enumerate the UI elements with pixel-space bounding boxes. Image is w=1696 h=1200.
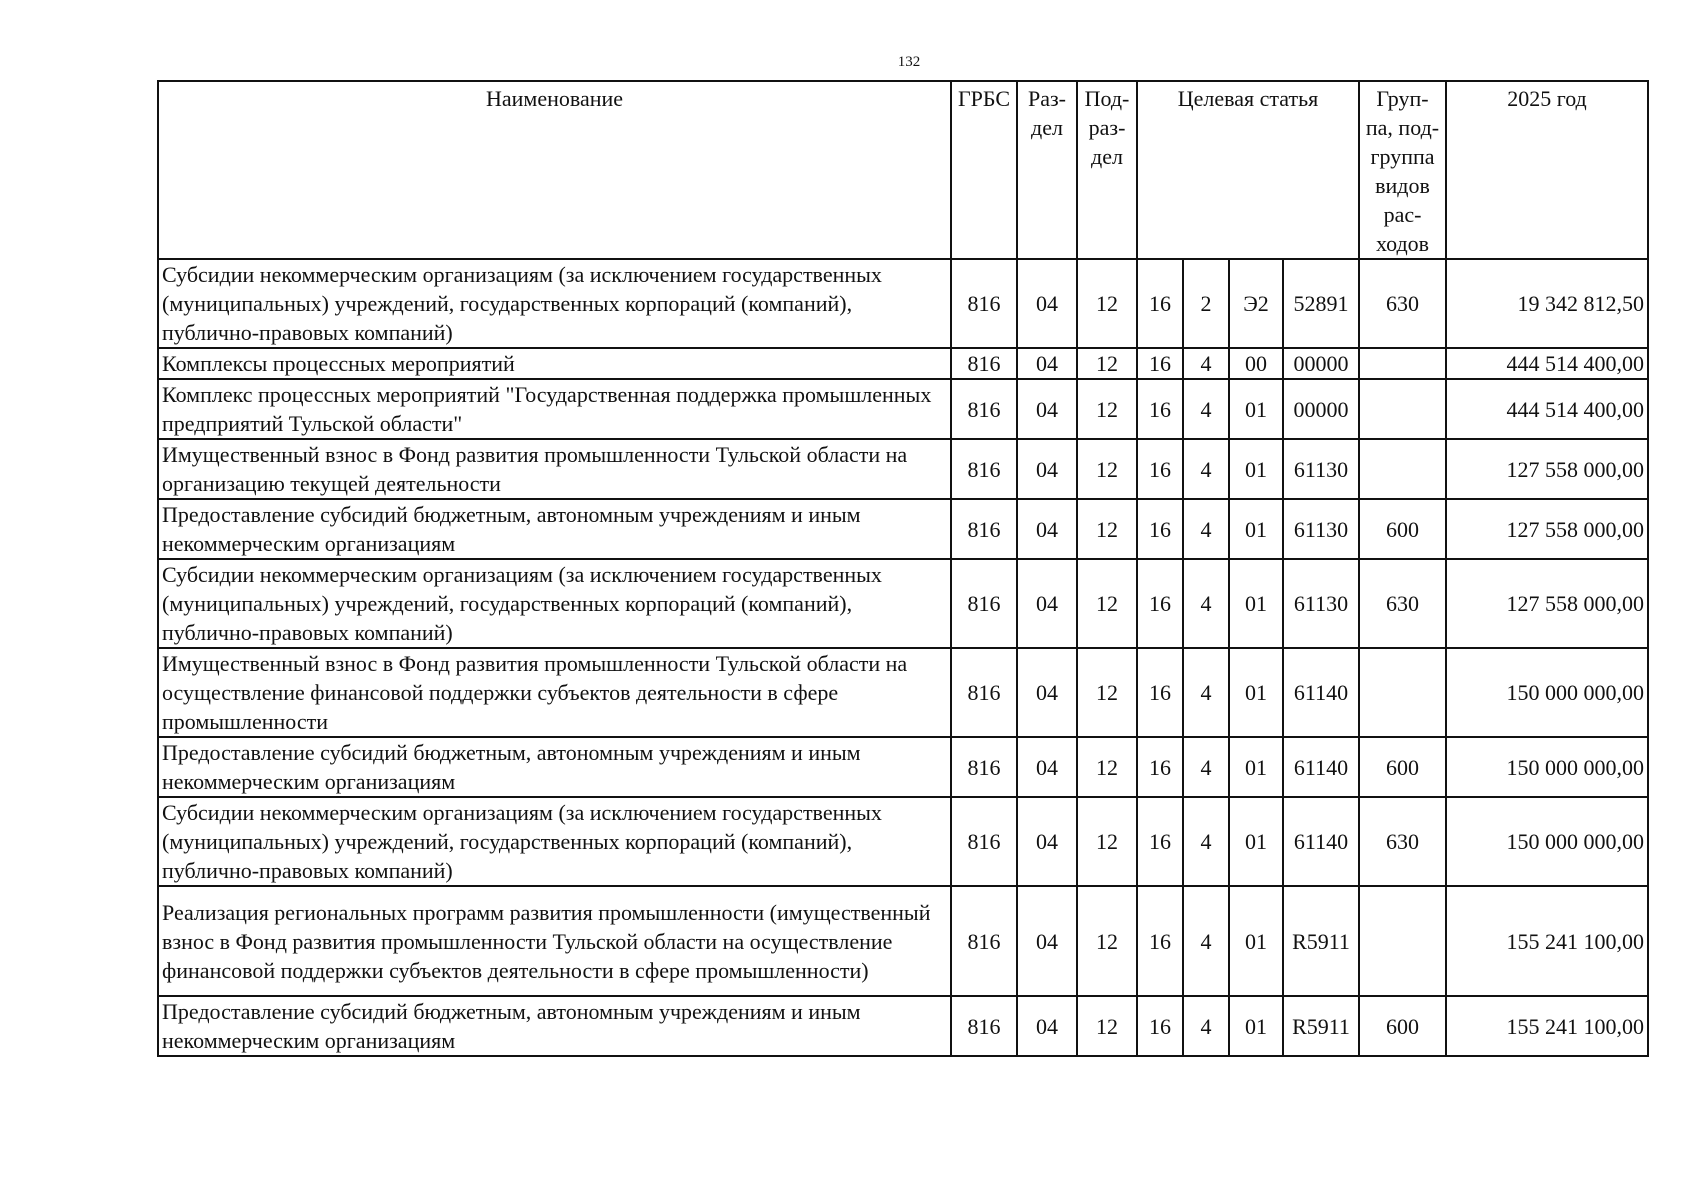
table-row [158, 379, 1648, 439]
cell-target-program: 16 [1137, 996, 1183, 1056]
cell-razdel: 04 [1017, 439, 1077, 499]
header-target-article: Целевая статья [1137, 81, 1359, 259]
cell-target-type: 4 [1183, 886, 1229, 996]
cell-grbs: 816 [951, 886, 1017, 996]
cell-grbs: 816 [951, 648, 1017, 737]
cell-target-type: 4 [1183, 797, 1229, 886]
cell-grbs: 816 [951, 348, 1017, 379]
cell-grbs: 816 [951, 439, 1017, 499]
header-expense-group: Груп- па, под- группа видов рас- ходов [1359, 81, 1446, 259]
cell-name: Субсидии некоммерческим организациям (за исключением государственных (муниципальных) учреждений, государственных корпораций (компаний), публично-правовых компаний) [158, 259, 951, 348]
cell-target-program: 16 [1137, 648, 1183, 737]
table-row [158, 737, 1648, 797]
cell-expense-group: 630 [1359, 259, 1446, 348]
cell-target-type: 4 [1183, 379, 1229, 439]
cell-target-program: 16 [1137, 797, 1183, 886]
header-podrazdel: Под- раз- дел [1077, 81, 1137, 259]
table-row [158, 996, 1648, 1056]
cell-razdel: 04 [1017, 559, 1077, 648]
cell-expense-group: 600 [1359, 737, 1446, 797]
cell-target-type: 4 [1183, 559, 1229, 648]
cell-podrazdel: 12 [1077, 737, 1137, 797]
cell-amount-2025: 127 558 000,00 [1446, 439, 1648, 499]
cell-target-direction: 52891 [1283, 259, 1359, 348]
cell-target-project: 01 [1229, 886, 1283, 996]
cell-amount-2025: 127 558 000,00 [1446, 559, 1648, 648]
cell-razdel: 04 [1017, 797, 1077, 886]
header-name: Наименование [158, 81, 951, 259]
cell-grbs: 816 [951, 996, 1017, 1056]
cell-podrazdel: 12 [1077, 559, 1137, 648]
cell-target-project: 01 [1229, 439, 1283, 499]
cell-amount-2025: 150 000 000,00 [1446, 797, 1648, 886]
header-year-2025: 2025 год [1446, 81, 1648, 259]
cell-amount-2025: 444 514 400,00 [1446, 379, 1648, 439]
cell-name: Субсидии некоммерческим организациям (за исключением государственных (муниципальных) учреждений, государственных корпораций (компаний), публично-правовых компаний) [158, 559, 951, 648]
cell-name: Комплексы процессных мероприятий [158, 348, 951, 379]
cell-amount-2025: 127 558 000,00 [1446, 499, 1648, 559]
table-row [158, 499, 1648, 559]
table-row [158, 439, 1648, 499]
cell-target-direction: 61130 [1283, 439, 1359, 499]
cell-podrazdel: 12 [1077, 648, 1137, 737]
cell-target-project: 01 [1229, 559, 1283, 648]
cell-podrazdel: 12 [1077, 379, 1137, 439]
cell-grbs: 816 [951, 259, 1017, 348]
cell-expense-group [1359, 886, 1446, 996]
cell-razdel: 04 [1017, 886, 1077, 996]
cell-target-direction: R5911 [1283, 886, 1359, 996]
cell-podrazdel: 12 [1077, 348, 1137, 379]
header-razdel: Раз- дел [1017, 81, 1077, 259]
cell-amount-2025: 19 342 812,50 [1446, 259, 1648, 348]
cell-razdel: 04 [1017, 648, 1077, 737]
cell-target-program: 16 [1137, 737, 1183, 797]
cell-target-project: 01 [1229, 996, 1283, 1056]
cell-target-type: 4 [1183, 648, 1229, 737]
table-row [158, 259, 1648, 348]
cell-target-type: 4 [1183, 499, 1229, 559]
cell-podrazdel: 12 [1077, 439, 1137, 499]
cell-name: Предоставление субсидий бюджетным, автономным учреждениям и иным некоммерческим организациям [158, 499, 951, 559]
cell-target-project: 00 [1229, 348, 1283, 379]
cell-podrazdel: 12 [1077, 499, 1137, 559]
cell-name: Комплекс процессных мероприятий "Государственная поддержка промышленных предприятий Тульской области" [158, 379, 951, 439]
cell-expense-group: 630 [1359, 559, 1446, 648]
cell-target-direction: 00000 [1283, 348, 1359, 379]
cell-razdel: 04 [1017, 737, 1077, 797]
table-row [158, 648, 1648, 737]
cell-target-type: 4 [1183, 996, 1229, 1056]
cell-podrazdel: 12 [1077, 797, 1137, 886]
cell-target-project: Э2 [1229, 259, 1283, 348]
cell-podrazdel: 12 [1077, 996, 1137, 1056]
cell-expense-group [1359, 379, 1446, 439]
cell-amount-2025: 444 514 400,00 [1446, 348, 1648, 379]
cell-grbs: 816 [951, 499, 1017, 559]
cell-grbs: 816 [951, 379, 1017, 439]
cell-expense-group: 630 [1359, 797, 1446, 886]
cell-target-program: 16 [1137, 559, 1183, 648]
table-row [158, 797, 1648, 886]
cell-target-type: 4 [1183, 737, 1229, 797]
table-row [158, 886, 1648, 996]
cell-razdel: 04 [1017, 379, 1077, 439]
cell-target-direction: 61140 [1283, 797, 1359, 886]
cell-target-type: 2 [1183, 259, 1229, 348]
cell-target-direction: 61140 [1283, 648, 1359, 737]
header-grbs: ГРБС [951, 81, 1017, 259]
cell-target-direction: 00000 [1283, 379, 1359, 439]
cell-target-direction: R5911 [1283, 996, 1359, 1056]
cell-target-program: 16 [1137, 886, 1183, 996]
cell-razdel: 04 [1017, 348, 1077, 379]
cell-razdel: 04 [1017, 259, 1077, 348]
cell-target-project: 01 [1229, 648, 1283, 737]
page-number: 132 [897, 54, 921, 70]
table-body [158, 259, 1648, 1056]
cell-razdel: 04 [1017, 499, 1077, 559]
cell-expense-group [1359, 348, 1446, 379]
cell-name: Предоставление субсидий бюджетным, автономным учреждениям и иным некоммерческим организациям [158, 737, 951, 797]
header-row [158, 81, 1648, 259]
cell-target-type: 4 [1183, 439, 1229, 499]
cell-target-program: 16 [1137, 348, 1183, 379]
cell-target-program: 16 [1137, 499, 1183, 559]
cell-target-project: 01 [1229, 797, 1283, 886]
cell-name: Реализация региональных программ развития промышленности (имущественный взнос в Фонд развития промышленности Тульской области на осуществление финансовой поддержки субъектов деятельности в сфере промышленности) [158, 886, 951, 996]
cell-name: Имущественный взнос в Фонд развития промышленности Тульской области на организацию текущей деятельности [158, 439, 951, 499]
cell-podrazdel: 12 [1077, 259, 1137, 348]
cell-target-direction: 61130 [1283, 559, 1359, 648]
cell-target-direction: 61140 [1283, 737, 1359, 797]
cell-expense-group [1359, 439, 1446, 499]
cell-grbs: 816 [951, 797, 1017, 886]
cell-target-type: 4 [1183, 348, 1229, 379]
cell-razdel: 04 [1017, 996, 1077, 1056]
cell-name: Предоставление субсидий бюджетным, автономным учреждениям и иным некоммерческим организациям [158, 996, 951, 1056]
cell-target-project: 01 [1229, 379, 1283, 439]
cell-expense-group: 600 [1359, 996, 1446, 1056]
cell-grbs: 816 [951, 737, 1017, 797]
budget-table [157, 80, 1649, 1057]
cell-amount-2025: 150 000 000,00 [1446, 737, 1648, 797]
cell-target-project: 01 [1229, 499, 1283, 559]
cell-target-program: 16 [1137, 259, 1183, 348]
cell-target-direction: 61130 [1283, 499, 1359, 559]
cell-target-program: 16 [1137, 439, 1183, 499]
cell-amount-2025: 155 241 100,00 [1446, 886, 1648, 996]
cell-podrazdel: 12 [1077, 886, 1137, 996]
cell-amount-2025: 155 241 100,00 [1446, 996, 1648, 1056]
cell-name: Имущественный взнос в Фонд развития промышленности Тульской области на осуществление финансовой поддержки субъектов деятельности в сфере промышленности [158, 648, 951, 737]
cell-expense-group: 600 [1359, 499, 1446, 559]
cell-expense-group [1359, 648, 1446, 737]
cell-target-project: 01 [1229, 737, 1283, 797]
table-row [158, 559, 1648, 648]
cell-target-program: 16 [1137, 379, 1183, 439]
cell-name: Субсидии некоммерческим организациям (за исключением государственных (муниципальных) учреждений, государственных корпораций (компаний), публично-правовых компаний) [158, 797, 951, 886]
cell-amount-2025: 150 000 000,00 [1446, 648, 1648, 737]
table-row [158, 348, 1648, 379]
cell-grbs: 816 [951, 559, 1017, 648]
